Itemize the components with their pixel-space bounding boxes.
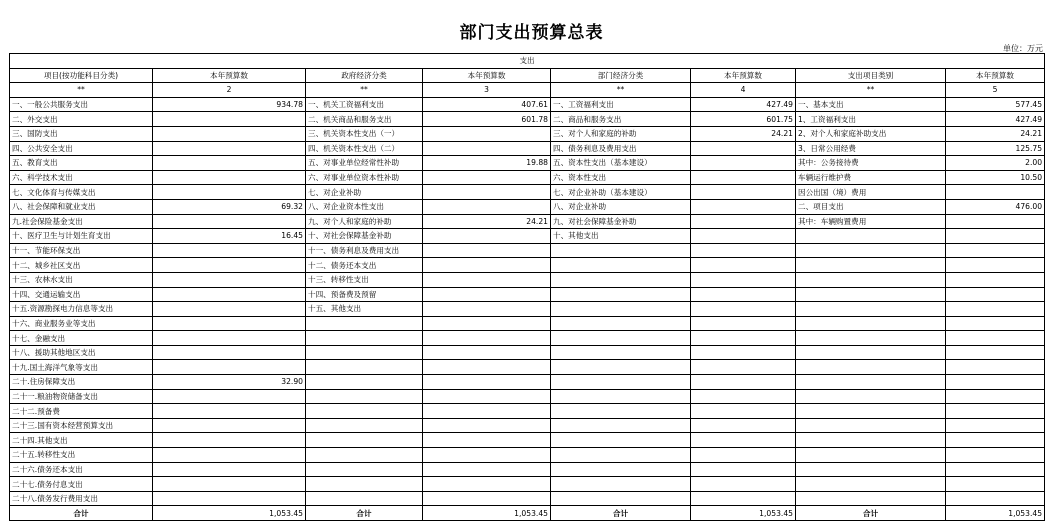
budget-value-cell	[423, 316, 551, 331]
budget-value-cell	[691, 418, 796, 433]
budget-value-cell	[691, 272, 796, 287]
budget-value-cell	[153, 404, 306, 419]
project-category-cell: 3、日常公用经费	[796, 141, 946, 156]
gov-econ-class-cell	[306, 375, 423, 390]
dept-econ-class-cell	[551, 316, 691, 331]
function-class-cell: 二十三.国有资本经营预算支出	[10, 418, 153, 433]
budget-value-cell	[423, 258, 551, 273]
budget-value-cell	[423, 345, 551, 360]
budget-value-cell	[153, 185, 306, 200]
budget-value-cell: 427.49	[946, 112, 1045, 127]
total-label: 合计	[796, 506, 946, 521]
budget-value-cell	[946, 287, 1045, 302]
dept-econ-class-cell: 四、债务利息及费用支出	[551, 141, 691, 156]
project-category-cell	[796, 491, 946, 506]
project-category-cell: 车辆运行维护费	[796, 170, 946, 185]
budget-value-cell: 69.32	[153, 199, 306, 214]
table-row	[10, 491, 1045, 506]
budget-value-cell	[423, 389, 551, 404]
budget-value-cell	[423, 491, 551, 506]
budget-value-cell	[946, 302, 1045, 317]
numbering-cell: 2	[153, 83, 306, 98]
total-label: 合计	[10, 506, 153, 521]
table-row	[10, 302, 1045, 317]
project-category-cell	[796, 360, 946, 375]
dept-econ-class-cell: 二、商品和服务支出	[551, 112, 691, 127]
budget-value-cell	[153, 389, 306, 404]
budget-value-cell	[946, 404, 1045, 419]
header-budget-3: 本年预算数	[691, 68, 796, 83]
function-class-cell: 一、一般公共服务支出	[10, 97, 153, 112]
gov-econ-class-cell: 十四、预备费及预留	[306, 287, 423, 302]
table-row	[10, 389, 1045, 404]
function-class-cell: 二十.住房保障支出	[10, 375, 153, 390]
project-category-cell	[796, 477, 946, 492]
table-row	[10, 360, 1045, 375]
dept-econ-class-cell	[551, 345, 691, 360]
project-category-cell: 2、对个人和家庭补助支出	[796, 126, 946, 141]
budget-value-cell: 10.50	[946, 170, 1045, 185]
table-row	[10, 97, 1045, 112]
budget-value-cell	[153, 360, 306, 375]
budget-value-cell	[691, 199, 796, 214]
total-row	[10, 506, 1045, 521]
budget-value-cell	[153, 141, 306, 156]
function-class-cell: 十四、交通运输支出	[10, 287, 153, 302]
function-class-cell: 二十二.预备费	[10, 404, 153, 419]
dept-econ-class-cell	[551, 272, 691, 287]
project-category-cell	[796, 448, 946, 463]
table-row	[10, 477, 1045, 492]
gov-econ-class-cell: 二、机关商品和服务支出	[306, 112, 423, 127]
dept-econ-class-cell: 九、对社会保障基金补助	[551, 214, 691, 229]
budget-value-cell	[423, 170, 551, 185]
project-category-cell: 1、工资福利支出	[796, 112, 946, 127]
dept-econ-class-cell: 六、资本性支出	[551, 170, 691, 185]
budget-value-cell	[153, 156, 306, 171]
dept-econ-class-cell	[551, 287, 691, 302]
project-category-cell	[796, 418, 946, 433]
function-class-cell: 九.社会保险基金支出	[10, 214, 153, 229]
budget-value-cell: 32.90	[153, 375, 306, 390]
gov-econ-class-cell	[306, 331, 423, 346]
budget-value-cell	[423, 418, 551, 433]
dept-econ-class-cell: 一、工资福利支出	[551, 97, 691, 112]
numbering-cell: 3	[423, 83, 551, 98]
budget-value-cell	[153, 331, 306, 346]
project-category-cell: 二、项目支出	[796, 199, 946, 214]
budget-value-cell	[691, 214, 796, 229]
dept-econ-class-cell	[551, 462, 691, 477]
project-category-cell	[796, 433, 946, 448]
gov-econ-class-cell	[306, 389, 423, 404]
budget-value-cell	[946, 272, 1045, 287]
project-category-cell	[796, 345, 946, 360]
project-category-cell: 其中：车辆购置费用	[796, 214, 946, 229]
section-title: 支出	[10, 54, 1045, 69]
gov-econ-class-cell	[306, 448, 423, 463]
budget-value-cell: 16.45	[153, 229, 306, 244]
dept-econ-class-cell	[551, 375, 691, 390]
gov-econ-class-cell	[306, 477, 423, 492]
budget-value-cell	[691, 462, 796, 477]
function-class-cell: 六、科学技术支出	[10, 170, 153, 185]
header-budget-1: 本年预算数	[153, 68, 306, 83]
dept-econ-class-cell: 十、其他支出	[551, 229, 691, 244]
budget-value-cell	[153, 448, 306, 463]
dept-econ-class-cell: 七、对企业补助（基本建设）	[551, 185, 691, 200]
budget-value-cell	[423, 477, 551, 492]
table-row	[10, 185, 1045, 200]
budget-value-cell	[153, 433, 306, 448]
project-category-cell	[796, 258, 946, 273]
budget-value-cell	[691, 302, 796, 317]
table-row	[10, 156, 1045, 171]
project-category-cell	[796, 331, 946, 346]
project-category-cell: 其中：公务接待费	[796, 156, 946, 171]
gov-econ-class-cell	[306, 433, 423, 448]
gov-econ-class-cell	[306, 360, 423, 375]
budget-value-cell	[691, 170, 796, 185]
budget-value-cell	[691, 448, 796, 463]
budget-table	[9, 53, 1045, 521]
budget-value-cell	[153, 462, 306, 477]
table-row	[10, 316, 1045, 331]
gov-econ-class-cell: 三、机关资本性支出（一）	[306, 126, 423, 141]
function-class-cell: 二、外交支出	[10, 112, 153, 127]
project-category-cell	[796, 243, 946, 258]
function-class-cell: 二十八.债务发行费用支出	[10, 491, 153, 506]
budget-value-cell	[423, 272, 551, 287]
table-row	[10, 272, 1045, 287]
header-budget-4: 本年预算数	[946, 68, 1045, 83]
table-row	[10, 287, 1045, 302]
budget-value-cell	[691, 389, 796, 404]
budget-value-cell	[691, 185, 796, 200]
dept-econ-class-cell	[551, 331, 691, 346]
gov-econ-class-cell: 十三、转移性支出	[306, 272, 423, 287]
budget-value-cell	[946, 316, 1045, 331]
budget-value-cell	[423, 229, 551, 244]
table-row	[10, 214, 1045, 229]
function-class-cell: 二十七.债务付息支出	[10, 477, 153, 492]
project-category-cell	[796, 375, 946, 390]
function-class-cell: 十九.国土海洋气象等支出	[10, 360, 153, 375]
gov-econ-class-cell: 五、对事业单位经常性补助	[306, 156, 423, 171]
function-class-cell: 八、社会保障和就业支出	[10, 199, 153, 214]
budget-value-cell	[691, 287, 796, 302]
budget-value-cell	[691, 141, 796, 156]
budget-value-cell: 24.21	[691, 126, 796, 141]
budget-value-cell	[946, 433, 1045, 448]
budget-value-cell: 19.88	[423, 156, 551, 171]
table-row	[10, 418, 1045, 433]
gov-econ-class-cell: 十二、债务还本支出	[306, 258, 423, 273]
table-row	[10, 126, 1045, 141]
budget-value-cell	[423, 360, 551, 375]
table-row	[10, 243, 1045, 258]
budget-value-cell	[691, 433, 796, 448]
function-class-cell: 二十四.其他支出	[10, 433, 153, 448]
gov-econ-class-cell	[306, 345, 423, 360]
dept-econ-class-cell: 三、对个人和家庭的补助	[551, 126, 691, 141]
table-row	[10, 462, 1045, 477]
function-class-cell: 三、国防支出	[10, 126, 153, 141]
budget-value-cell: 577.45	[946, 97, 1045, 112]
budget-value-cell	[691, 345, 796, 360]
budget-value-cell	[153, 491, 306, 506]
budget-value-cell	[153, 477, 306, 492]
budget-value-cell	[691, 491, 796, 506]
budget-value-cell	[153, 316, 306, 331]
budget-value-cell	[946, 345, 1045, 360]
dept-econ-class-cell	[551, 418, 691, 433]
numbering-cell: 4	[691, 83, 796, 98]
budget-value-cell	[946, 331, 1045, 346]
budget-value-cell	[946, 243, 1045, 258]
budget-value-cell	[423, 331, 551, 346]
dept-econ-class-cell: 八、对企业补助	[551, 199, 691, 214]
function-class-cell: 十八、援助其他地区支出	[10, 345, 153, 360]
function-class-cell: 十三、农林水支出	[10, 272, 153, 287]
project-category-cell	[796, 302, 946, 317]
gov-econ-class-cell: 九、对个人和家庭的补助	[306, 214, 423, 229]
project-category-cell: 一、基本支出	[796, 97, 946, 112]
budget-value-cell	[946, 258, 1045, 273]
dept-econ-class-cell	[551, 433, 691, 448]
budget-value-cell	[691, 360, 796, 375]
table-row	[10, 258, 1045, 273]
dept-econ-class-cell	[551, 360, 691, 375]
gov-econ-class-cell	[306, 491, 423, 506]
project-category-cell	[796, 316, 946, 331]
gov-econ-class-cell	[306, 316, 423, 331]
dept-econ-class-cell	[551, 302, 691, 317]
budget-value-cell	[423, 462, 551, 477]
function-class-cell: 二十五.转移性支出	[10, 448, 153, 463]
function-class-cell: 四、公共安全支出	[10, 141, 153, 156]
dept-econ-class-cell	[551, 448, 691, 463]
header-dept-econ-class: 部门经济分类	[551, 68, 691, 83]
table-row	[10, 141, 1045, 156]
gov-econ-class-cell	[306, 404, 423, 419]
budget-value-cell	[153, 302, 306, 317]
gov-econ-class-cell: 十、对社会保障基金补助	[306, 229, 423, 244]
numbering-cell: **	[796, 83, 946, 98]
gov-econ-class-cell: 一、机关工资福利支出	[306, 97, 423, 112]
table-row	[10, 375, 1045, 390]
budget-value-cell	[153, 126, 306, 141]
gov-econ-class-cell: 七、对企业补助	[306, 185, 423, 200]
project-category-cell	[796, 287, 946, 302]
numbering-cell: **	[10, 83, 153, 98]
budget-value-cell	[423, 448, 551, 463]
function-class-cell: 二十六.债务还本支出	[10, 462, 153, 477]
budget-value-cell	[423, 199, 551, 214]
budget-value-cell	[946, 229, 1045, 244]
budget-value-cell	[946, 389, 1045, 404]
budget-value-cell: 24.21	[946, 126, 1045, 141]
gov-econ-class-cell: 四、机关资本性支出（二）	[306, 141, 423, 156]
dept-econ-class-cell	[551, 258, 691, 273]
budget-value-cell: 476.00	[946, 199, 1045, 214]
dept-econ-class-cell	[551, 491, 691, 506]
budget-value-cell: 24.21	[423, 214, 551, 229]
budget-value-cell	[153, 258, 306, 273]
function-class-cell: 十二、城乡社区支出	[10, 258, 153, 273]
budget-value-cell: 934.78	[153, 97, 306, 112]
budget-value-cell	[423, 433, 551, 448]
budget-value-cell	[691, 243, 796, 258]
header-function-class: 项目(按功能科目分类)	[10, 68, 153, 83]
total-value: 1,053.45	[691, 506, 796, 521]
budget-value-cell	[946, 214, 1045, 229]
section-header-row	[10, 54, 1045, 69]
table-row	[10, 112, 1045, 127]
header-project-category: 支出项目类别	[796, 68, 946, 83]
budget-value-cell	[691, 258, 796, 273]
dept-econ-class-cell	[551, 404, 691, 419]
budget-value-cell: 125.75	[946, 141, 1045, 156]
budget-value-cell: 601.75	[691, 112, 796, 127]
budget-value-cell	[153, 214, 306, 229]
budget-value-cell	[691, 156, 796, 171]
budget-value-cell	[423, 243, 551, 258]
page-title: 部门支出预算总表	[459, 23, 604, 43]
unit-label: 单位：万元	[1003, 44, 1043, 53]
project-category-cell	[796, 389, 946, 404]
budget-value-cell	[153, 112, 306, 127]
budget-value-cell	[946, 375, 1045, 390]
budget-value-cell	[423, 375, 551, 390]
budget-value-cell	[946, 462, 1045, 477]
total-value: 1,053.45	[423, 506, 551, 521]
budget-value-cell	[691, 316, 796, 331]
project-category-cell	[796, 404, 946, 419]
table-row	[10, 199, 1045, 214]
function-class-cell: 十七、金融支出	[10, 331, 153, 346]
budget-value-cell	[423, 287, 551, 302]
budget-value-cell	[153, 170, 306, 185]
budget-value-cell	[946, 491, 1045, 506]
gov-econ-class-cell	[306, 418, 423, 433]
table-row	[10, 433, 1045, 448]
budget-value-cell	[153, 418, 306, 433]
gov-econ-class-cell: 八、对企业资本性支出	[306, 199, 423, 214]
budget-value-cell: 427.49	[691, 97, 796, 112]
gov-econ-class-cell: 十一、债务利息及费用支出	[306, 243, 423, 258]
budget-value-cell	[946, 418, 1045, 433]
table-row	[10, 404, 1045, 419]
budget-value-cell	[691, 331, 796, 346]
function-class-cell: 五、教育支出	[10, 156, 153, 171]
budget-value-cell	[691, 229, 796, 244]
budget-value-cell	[153, 345, 306, 360]
total-value: 1,053.45	[153, 506, 306, 521]
budget-value-cell	[423, 404, 551, 419]
dept-econ-class-cell	[551, 389, 691, 404]
budget-value-cell: 601.78	[423, 112, 551, 127]
budget-value-cell	[423, 141, 551, 156]
budget-value-cell	[691, 404, 796, 419]
table-row	[10, 345, 1045, 360]
budget-value-cell	[153, 272, 306, 287]
budget-value-cell	[153, 243, 306, 258]
column-header-row	[10, 68, 1045, 83]
numbering-row	[10, 83, 1045, 98]
gov-econ-class-cell: 六、对事业单位资本性补助	[306, 170, 423, 185]
table-row	[10, 170, 1045, 185]
function-class-cell: 十、医疗卫生与计划生育支出	[10, 229, 153, 244]
table-row	[10, 331, 1045, 346]
header-gov-econ-class: 政府经济分类	[306, 68, 423, 83]
budget-value-cell	[423, 302, 551, 317]
table-row	[10, 448, 1045, 463]
numbering-cell: **	[551, 83, 691, 98]
budget-value-cell	[691, 375, 796, 390]
project-category-cell	[796, 229, 946, 244]
function-class-cell: 十六、商业服务业等支出	[10, 316, 153, 331]
total-value: 1,053.45	[946, 506, 1045, 521]
budget-value-cell	[691, 477, 796, 492]
function-class-cell: 七、文化体育与传媒支出	[10, 185, 153, 200]
budget-value-cell	[946, 185, 1045, 200]
budget-value-cell	[423, 126, 551, 141]
budget-value-cell: 407.61	[423, 97, 551, 112]
numbering-cell: **	[306, 83, 423, 98]
header-budget-2: 本年预算数	[423, 68, 551, 83]
function-class-cell: 二十一.粮油物资储备支出	[10, 389, 153, 404]
gov-econ-class-cell: 十五、其他支出	[306, 302, 423, 317]
dept-econ-class-cell: 五、资本性支出（基本建设）	[551, 156, 691, 171]
budget-value-cell	[946, 448, 1045, 463]
budget-value-cell	[423, 185, 551, 200]
project-category-cell: 因公出国（境）费用	[796, 185, 946, 200]
numbering-cell: 5	[946, 83, 1045, 98]
budget-value-cell	[946, 477, 1045, 492]
table-row	[10, 229, 1045, 244]
function-class-cell: 十五.资源勘探电力信息等支出	[10, 302, 153, 317]
total-label: 合计	[551, 506, 691, 521]
dept-econ-class-cell	[551, 477, 691, 492]
gov-econ-class-cell	[306, 462, 423, 477]
dept-econ-class-cell	[551, 243, 691, 258]
budget-value-cell: 2.00	[946, 156, 1045, 171]
total-label: 合计	[306, 506, 423, 521]
project-category-cell	[796, 462, 946, 477]
budget-value-cell	[946, 360, 1045, 375]
function-class-cell: 十一、节能环保支出	[10, 243, 153, 258]
project-category-cell	[796, 272, 946, 287]
budget-value-cell	[153, 287, 306, 302]
